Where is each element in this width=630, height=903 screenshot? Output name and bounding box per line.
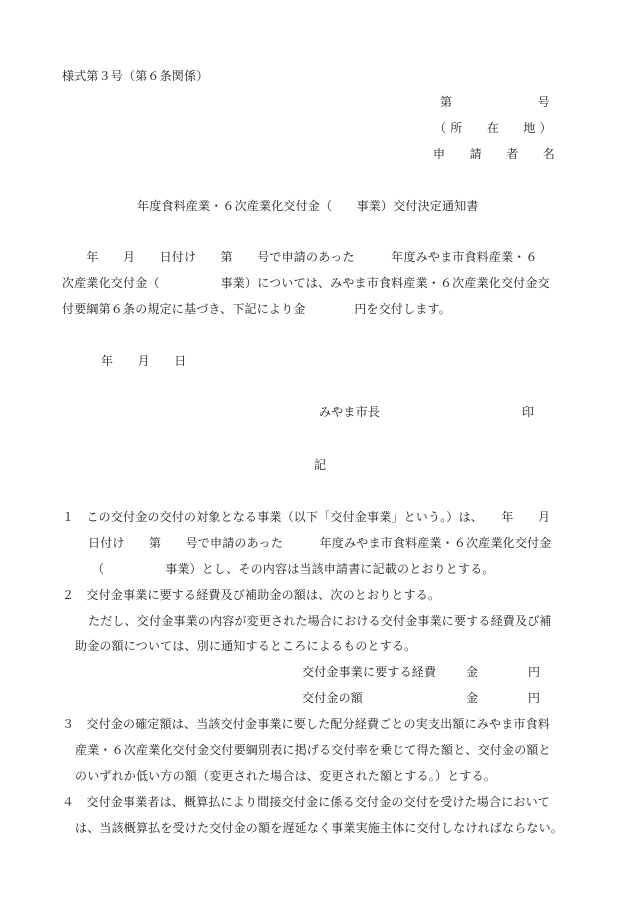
expense-row-kin: 金 [466,665,479,679]
grant-row-label: 交付金の額 [302,691,364,705]
item-2-line-2: ただし、交付金事業の内容が変更された場合における交付金事業に要する経費及び補 [88,614,552,628]
item-1-line-3: （ 事業）とし、その内容は当該申請書に記載のとおりとする。 [92,562,495,576]
intro-line-1: 年 月 日付け 第 号で申請のあった 年度みやま市食料産業・６ [62,250,538,264]
intro-line-3: 付要綱第６条の規定に基づき、下記により金 円を交付します。 [62,302,451,316]
form-label: 様式第３号（第６条関係） [62,69,209,83]
item-4-line-2: は、当該概算払を受けた交付金の額を遅延なく事業実施主体に交付しなければならない。 [75,821,564,835]
issue-date: 年 月 日 [101,354,187,368]
intro-line-2: 次産業化交付金（ 事業）については、みやま市食料産業・６次産業化交付金交 [62,276,550,290]
document-title: 年度食料産業・６次産業化交付金（ 事業）交付決定通知書 [137,199,479,213]
item-2-line-3: 助金の額については、別に通知するところによるものとする。 [75,639,417,653]
ki-heading: 記 [314,458,327,472]
applicant-address: （ 所 在 地 ） [434,121,552,135]
expense-row-yen: 円 [528,665,541,679]
item-3-line-2: 産業・６次産業化交付金交付要綱別表に掲げる交付率を乗じて得た額と、交付金の額と [75,743,551,757]
item-2-line-1: ２ 交付金事業に要する経費及び補助金の額は、次のとおりとする。 [62,588,441,602]
grant-row-yen: 円 [528,691,541,705]
item-3-line-1: ３ 交付金の確定額は、当該交付金事業に要した配分経費ごとの実支出額にみやま市食料 [62,717,551,731]
item-1-line-1: １ この交付金の交付の対象となる事業（以下「交付金事業」という。）は、 年 月 [62,510,551,524]
seal-mark: 印 [522,405,535,419]
item-4-line-1: ４ 交付金事業者は、概算払により間接交付金に係る交付金の交付を受けた場合において [62,795,551,809]
item-1-line-2: 日付け 第 号で申請のあった 年度みやま市食料産業・６次産業化交付金 [88,536,552,550]
item-3-line-3: のいずれか低い方の額（変更された場合は、変更された額とする。）とする。 [75,769,497,783]
applicant-name: 申 請 者 名 [433,147,556,161]
grant-row-kin: 金 [466,691,479,705]
expense-row-label: 交付金事業に要する経費 [302,665,437,679]
document-number: 第 号 [440,95,550,109]
issuer-name: みやま市長 [319,405,381,419]
